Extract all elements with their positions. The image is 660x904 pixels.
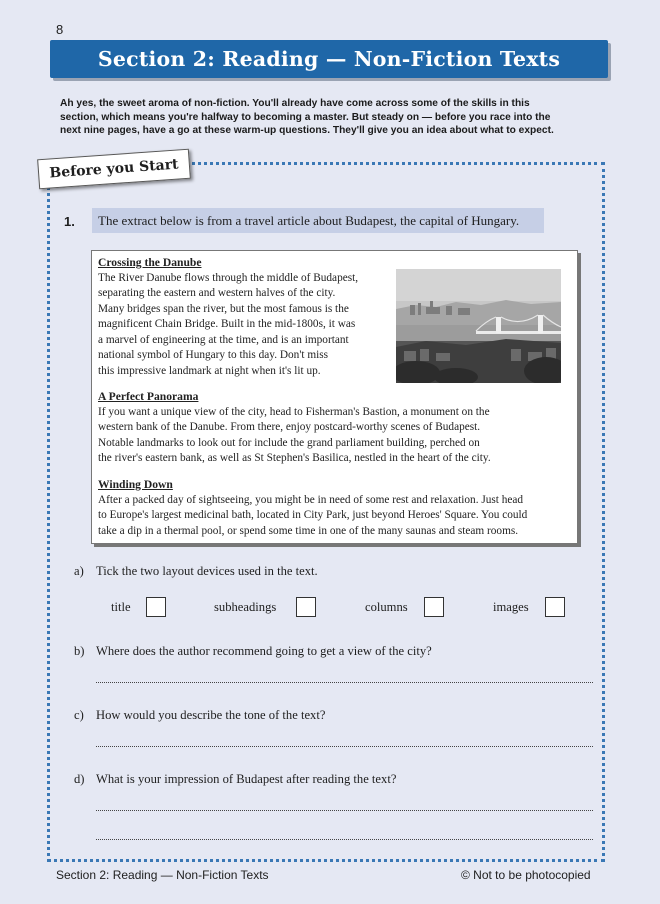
columns-checkbox[interactable]	[424, 597, 444, 617]
extract-line: Many bridges span the river, but the most famous is the	[98, 302, 349, 315]
extract-line: Notable landmarks to look out for include the grand parliament building, perched on	[98, 436, 480, 449]
subheadings-checkbox[interactable]	[296, 597, 316, 617]
extract-line: magnificent Chain Bridge. Built in the mid-1800s, it was	[98, 318, 356, 330]
option-columns-label: columns	[365, 600, 408, 614]
part-b-label: b)	[74, 644, 85, 658]
tab-label: Before you Start	[48, 156, 180, 182]
extract-line: this impressive landmark at night when it's lit up.	[98, 364, 321, 377]
title-checkbox[interactable]	[146, 597, 166, 617]
part-c-label: c)	[74, 708, 84, 722]
question-number: 1.	[64, 214, 75, 229]
section-title: Section 2: Reading — Non-Fiction Texts	[97, 47, 561, 71]
part-c-question: How would you describe the tone of the text?	[96, 708, 326, 722]
part-b-question: Where does the author recommend going to get a view of the city?	[96, 644, 432, 658]
extract-section-winding-down	[98, 477, 573, 539]
extract-heading: A Perfect Panorama	[98, 390, 199, 403]
extract-line: to Europe's largest medicinal bath, located in City Park, just beyond Heroes' Square. You could	[98, 509, 528, 521]
intro-paragraph	[60, 97, 605, 138]
images-checkbox[interactable]	[545, 597, 565, 617]
part-d-answer-line-2[interactable]	[96, 839, 593, 840]
part-a-question: Tick the two layout devices used in the text.	[96, 564, 318, 578]
extract-section-panorama	[98, 389, 568, 467]
part-b-answer-line[interactable]	[96, 682, 593, 683]
extract-line: take a dip in a thermal pool, or spend some time in one of the many saunas and steam rooms.	[98, 524, 519, 537]
extract-heading: Winding Down	[98, 478, 173, 491]
part-c-answer-line[interactable]	[96, 746, 593, 747]
extract-line: the river's eastern bank, as well as St Stephen's Basilica, nestled in the heart of the city.	[98, 452, 491, 464]
intro-line: section, which means you're halfway to becoming a master. But steady on — before you race into the	[60, 111, 551, 123]
part-d-answer-line-1[interactable]	[96, 810, 593, 811]
part-d-label: d)	[74, 772, 85, 786]
travel-extract	[91, 250, 578, 544]
section-banner	[50, 40, 608, 78]
extract-line: western bank of the Danube. From there, enjoy postcard-worthy scenes of Budapest.	[98, 421, 481, 433]
intro-line: Ah yes, the sweet aroma of non-fiction. You'll already have come across some of the skills in this	[60, 98, 530, 109]
footer-copyright: © Not to be photocopied	[461, 868, 591, 882]
part-a-label: a)	[74, 564, 84, 578]
extract-line: If you want a unique view of the city, head to Fisherman's Bastion, a monument on the	[98, 405, 490, 418]
footer-section-title: Section 2: Reading — Non-Fiction Texts	[56, 868, 269, 882]
extract-heading: Crossing the Danube	[98, 256, 202, 269]
option-subheadings-label: subheadings	[214, 600, 277, 614]
page-number: 8	[56, 22, 64, 37]
budapest-chain-bridge-photo	[396, 269, 561, 383]
extract-section-crossing	[98, 255, 398, 379]
extract-line: separating the eastern and western halves of the city.	[98, 287, 336, 299]
option-title-label: title	[111, 600, 131, 614]
extract-line: The River Danube flows through the middle of Budapest,	[98, 271, 359, 284]
extract-line: After a packed day of sightseeing, you might be in need of some rest and relaxation. Just head	[98, 493, 524, 506]
part-d-question: What is your impression of Budapest after reading the text?	[96, 772, 397, 786]
intro-line: next nine pages, have a go at these warm-up questions. They'll give you an idea about what to expect.	[60, 125, 554, 137]
question-prompt: The extract below is from a travel article about Budapest, the capital of Hungary.	[92, 208, 544, 233]
extract-line: national symbol of Hungary to this day. Don't miss	[98, 349, 329, 361]
extract-line: a marvel of engineering at the time, and is an important	[98, 333, 349, 346]
option-images-label: images	[493, 600, 529, 614]
photo-illustration	[396, 269, 561, 383]
